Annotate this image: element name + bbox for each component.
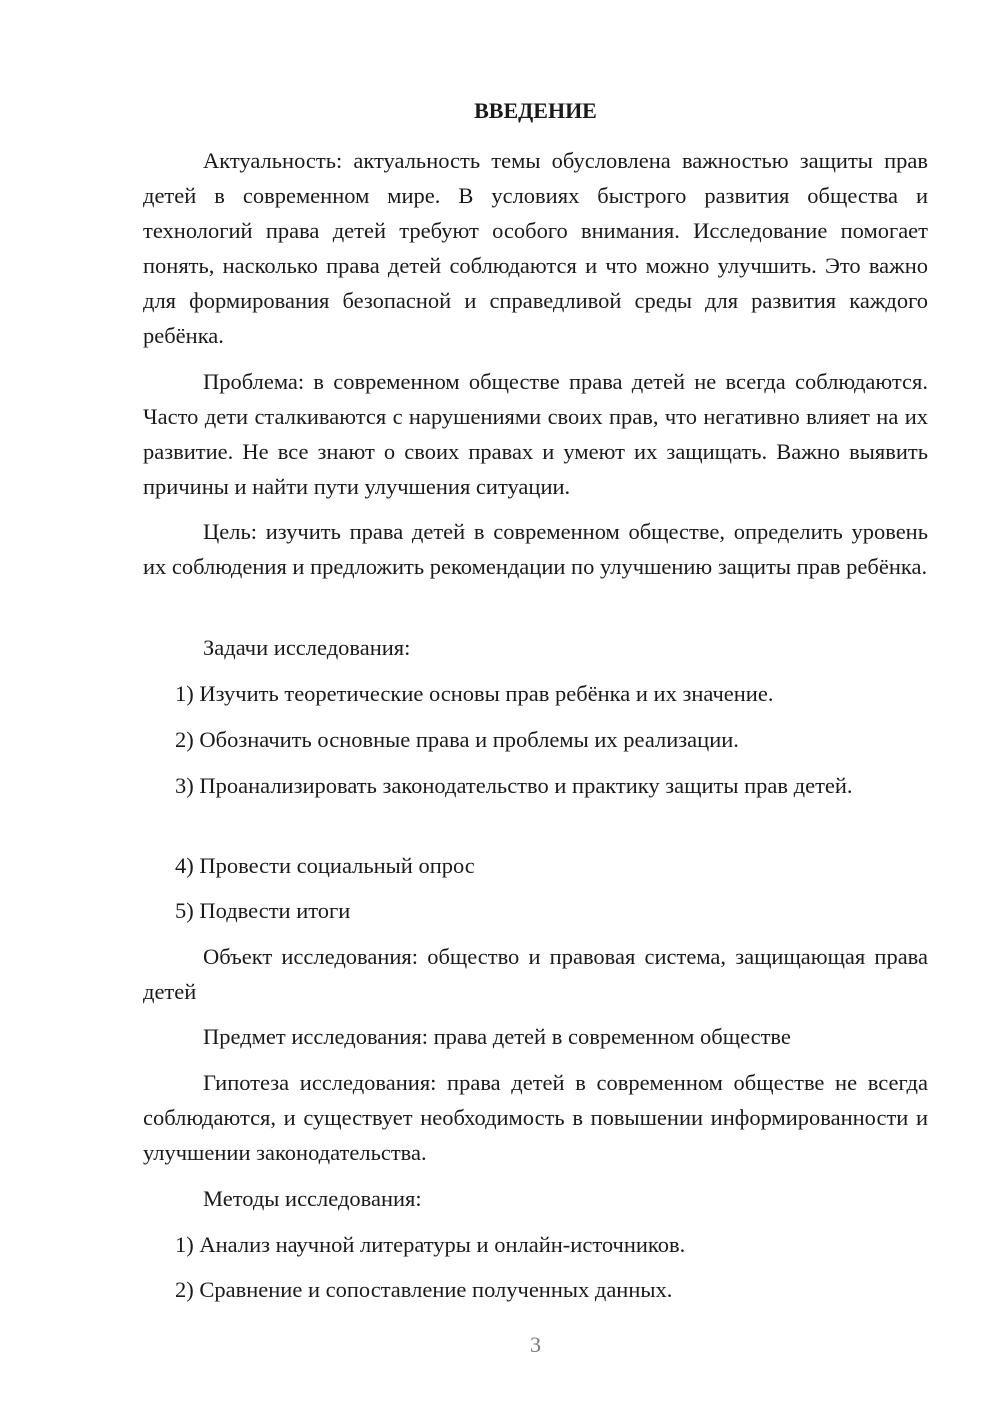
list-item-task-2: 2) Обозначить основные права и проблемы их реализации. [175, 727, 739, 752]
list-item-method-2: 2) Сравнение и сопоставление полученных данных. [175, 1277, 673, 1302]
list-item-method-1: 1) Анализ научной литературы и онлайн-источников. [175, 1232, 686, 1257]
page-number: 3 [530, 1332, 541, 1357]
list-item-task-1: 1) Изучить теоретические основы прав ребёнка и их значение. [175, 681, 774, 706]
paragraph-relevance: Актуальность: актуальность темы обусловлена важностью защиты прав детей в современном мире. В условиях быстрого развития общества и технологий права детей требуют особого внимания. Исследование помогает понять, насколько права детей соблюдаются и что можно улучшить. Это важно для формирования безопасной и справедливой среды для развития каждого ребёнка. [143, 148, 928, 348]
paragraph-object: Объект исследования: общество и правовая система, защищающая права детей [143, 944, 928, 1004]
paragraph-problem: Проблема: в современном обществе права детей не всегда соблюдаются. Часто дети сталкиваются с нарушениями своих прав, что негативно влияет на их развитие. Не все знают о своих правах и умеют их защищать. Важно выявить причины и найти пути улучшения ситуации. [143, 369, 928, 499]
list-item-task-4: 4) Провести социальный опрос [175, 853, 475, 878]
list-item-task-5: 5) Подвести итоги [175, 898, 351, 923]
paragraph-goal: Цель: изучить права детей в современном обществе, определить уровень их соблюдения и предложить рекомендации по улучшению защиты прав ребёнка. [143, 519, 928, 579]
paragraph-hypothesis: Гипотеза исследования: права детей в современном обществе не всегда соблюдаются, и существует необходимость в повышении информированности и улучшении законодательства. [143, 1070, 928, 1165]
section-title: ВВЕДЕНИЕ [474, 98, 597, 123]
paragraph-subject: Предмет исследования: права детей в современном обществе [203, 1024, 791, 1049]
paragraph-tasks-heading: Задачи исследования: [203, 635, 411, 660]
paragraph-methods-heading: Методы исследования: [203, 1186, 422, 1211]
list-item-task-3: 3) Проанализировать законодательство и практику защиты прав детей. [175, 773, 853, 798]
